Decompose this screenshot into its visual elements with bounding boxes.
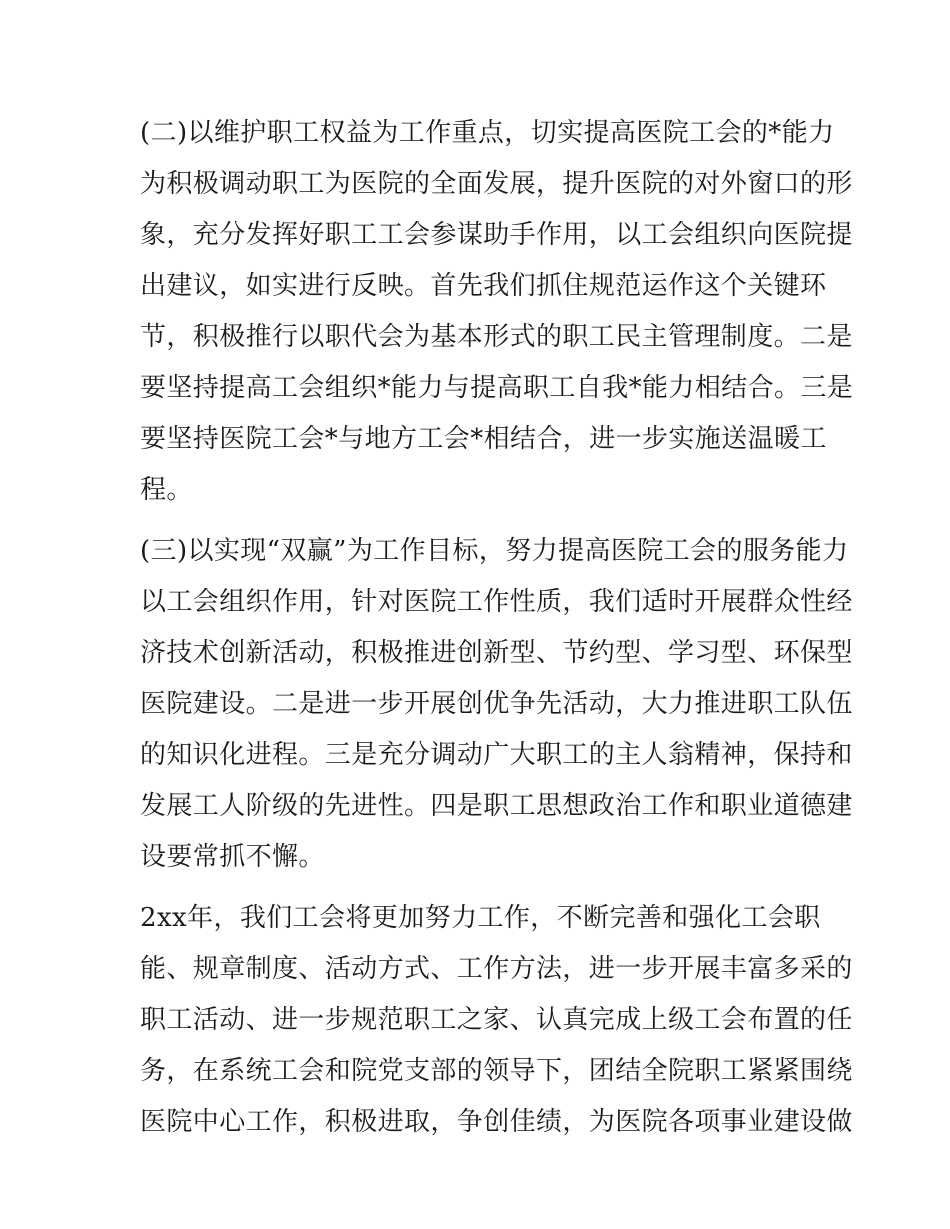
text-line: 医院中心工作，积极进取，争创佳绩，为医院各项事业建设做 [140, 1107, 853, 1137]
text-line: (二)以维护职工权益为工作重点，切实提高医院工会的*能力 [140, 118, 835, 148]
document-body [140, 108, 854, 1148]
text-line: 程。 [140, 475, 193, 505]
text-line: 务，在系统工会和院党支部的领导下，团结全院职工紧紧围绕 [140, 1056, 853, 1086]
text-line: 为积极调动职工为医院的全面发展，提升医院的对外窗口的形 [140, 169, 853, 199]
text-line: 出建议，如实进行反映。首先我们抓住规范运作这个关键环 [140, 271, 827, 301]
text-line: 的知识化进程。三是充分调动广大职工的主人翁精神，保持和 [140, 740, 853, 770]
paragraph-gap [140, 883, 820, 893]
text-line: 要坚持医院工会*与地方工会*相结合，进一步实施送温暖工 [140, 424, 827, 454]
paragraph-year-summary [140, 893, 853, 1148]
paragraph-3 [140, 526, 853, 883]
text-line: 济技术创新活动，积极推进创新型、节约型、学习型、环保型 [140, 638, 853, 668]
text-line: 医院建设。二是进一步开展创优争先活动，大力推进职工队伍 [140, 689, 853, 719]
text-line: 象，充分发挥好职工工会参谋助手作用，以工会组织向医院提 [140, 220, 853, 250]
text-line: 节，积极推行以职代会为基本形式的职工民主管理制度。二是 [140, 322, 853, 352]
text-line: (三)以实现“双赢”为工作目标，努力提高医院工会的服务能力 [140, 536, 849, 566]
paragraph-2 [140, 108, 854, 516]
text-line: 发展工人阶级的先进性。四是职工思想政治工作和职业道德建 [140, 791, 853, 821]
text-line: 能、规章制度、活动方式、工作方法，进一步开展丰富多采的 [140, 954, 853, 984]
text-line: 设要常抓不懈。 [140, 842, 325, 872]
text-line: 以工会组织作用，针对医院工作性质，我们适时开展群众性经 [140, 587, 853, 617]
paragraph-gap [140, 516, 820, 526]
text-line: 职工活动、进一步规范职工之家、认真完成上级工会布置的任 [140, 1005, 853, 1035]
text-line: 要坚持提高工会组织*能力与提高职工自我*能力相结合。三是 [140, 373, 854, 403]
text-line: 2xx年，我们工会将更加努力工作，不断完善和强化工会职 [140, 903, 821, 933]
